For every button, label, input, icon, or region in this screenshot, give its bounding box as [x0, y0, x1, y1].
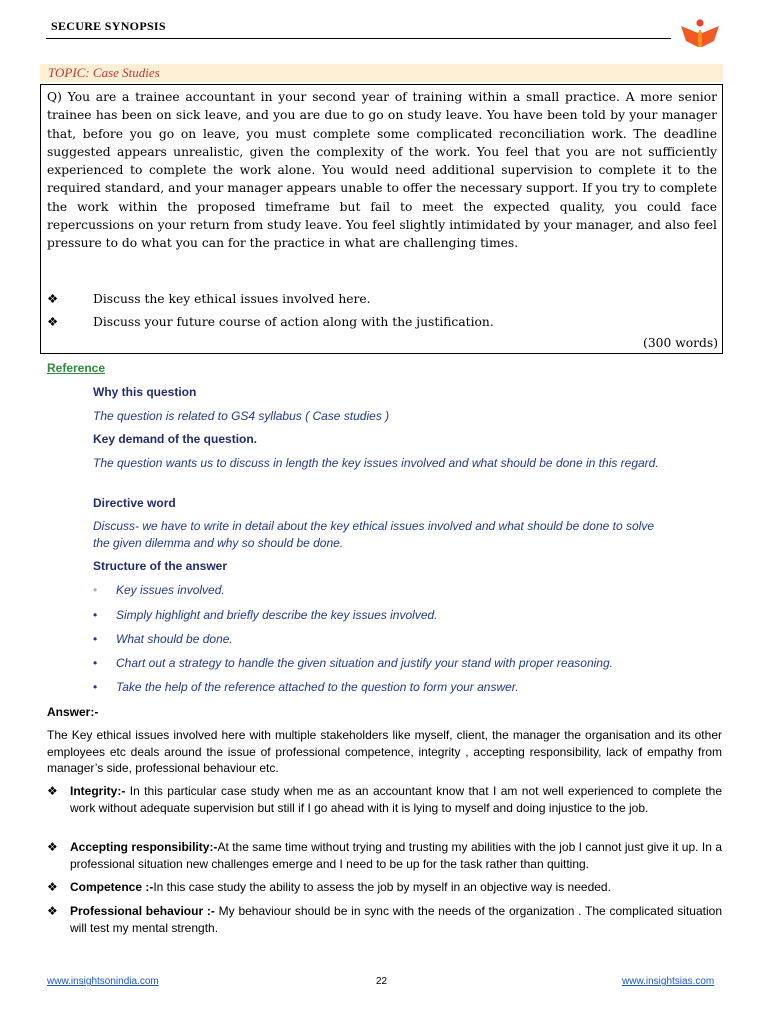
structure-bullet: • Chart out a strategy to handle the given situation and justify your stand with proper reasoning.: [93, 656, 613, 670]
directive-heading: Directive word: [93, 496, 176, 510]
answer-point-term: Professional behaviour :-: [70, 904, 215, 918]
why-text: The question is related to GS4 syllabus ( Case studies ): [93, 409, 390, 423]
answer-point-text: At the same time without trying and trusting my abilities with the job I cannot just give it up. In a professional situation new challenges emerge and I need to be up for the task rather than quitting.: [70, 840, 722, 871]
structure-bullet: • Simply highlight and briefly describe the key issues involved.: [93, 608, 438, 622]
answer-heading: Answer:-: [47, 705, 99, 719]
question-bullet: ❖ Discuss the key ethical issues involved here.: [47, 290, 717, 308]
structure-bullet: • Take the help of the reference attached to the question to form your answer.: [93, 680, 519, 694]
answer-point-text: In this particular case study when me as an accountant know that I am not well experienced to complete the work without adequate supervision but still if I go ahead with it is lying to myself and doing injustice to the job.: [70, 784, 722, 815]
topic-label: TOPIC: Case Studies: [48, 65, 160, 80]
directive-text: Discuss- we have to write in detail about the key ethical issues involved and what should be done to solve the given dilemma and why so should be done.: [93, 519, 654, 550]
header-title: SECURE SYNOPSIS: [51, 19, 166, 33]
answer-point-text: My behaviour should be in sync with the needs of the organization . The complicated situation will test my mental strength.: [70, 904, 722, 935]
word-limit: (300 words): [643, 336, 718, 350]
page-number: 22: [376, 976, 388, 987]
answer-point: [47, 783, 722, 816]
question-box: [40, 84, 723, 354]
answer-point: [47, 879, 722, 896]
diamond-bullet-icon: ❖: [47, 904, 58, 918]
reference-link[interactable]: Reference: [47, 361, 106, 375]
answer-point-term: Integrity:-: [70, 784, 126, 798]
demand-heading: Key demand of the question.: [93, 432, 258, 446]
diamond-bullet-icon: ❖: [47, 292, 59, 306]
why-heading: Why this question: [93, 385, 197, 399]
page-header: [46, 16, 671, 39]
answer-point-text: In this case study the ability to assess the job by myself in an objective way is needed.: [153, 880, 611, 894]
answer-point: [47, 839, 722, 872]
topic-banner: [40, 64, 723, 82]
diamond-bullet-icon: ❖: [47, 840, 58, 854]
diamond-bullet-icon: ❖: [47, 880, 58, 894]
structure-bullet: • Key issues involved.: [93, 583, 225, 597]
demand-text: The question wants us to discuss in length the key issues involved and what should be done in this regard.: [93, 456, 659, 470]
diamond-bullet-icon: ❖: [47, 784, 58, 798]
structure-bullet: • What should be done.: [93, 632, 233, 646]
answer-point-term: Accepting responsibility:-: [70, 840, 218, 854]
footer-link-insightsonindia[interactable]: www.insightsonindia.com: [47, 976, 159, 987]
diamond-bullet-icon: ❖: [47, 315, 59, 329]
answer-point: [47, 903, 722, 936]
answer-point-term: Competence :-: [70, 880, 154, 894]
question-bullet: ❖ Discuss your future course of action along with the justification.: [47, 313, 717, 331]
answer-intro: The Key ethical issues involved here with multiple stakeholders like myself, client, the manager the organisation and its other employees etc deals around the issue of professional competence, integrity , accepting responsibility, lack of empathy from manager’s side, professional behaviour etc.: [47, 728, 722, 775]
footer-link-insightsias[interactable]: www.insightsias.com: [622, 976, 715, 987]
structure-heading: Structure of the answer: [93, 559, 228, 573]
insights-logo-icon: [678, 18, 722, 48]
question-text: Q) You are a trainee accountant in your second year of training within a small practice. A more senior trainee has been on sick leave, and you are due to go on study leave. You have been told by your manager that, before you go on leave, you must complete some complicated reconciliation work. The deadline suggested appears unrealistic, given the complexity of the work. You feel that you are not sufficiently experienced to complete the work alone. You would need additional supervision to complete it to the required standard, and your manager appears unable to offer the necessary support. If you try to complete the work within the proposed timeframe but fail to meet the expected quality, you could face repercussions on your return from study leave. You feel slightly intimidated by your manager, and also feel pressure to do what you can for the practice in what are challenging times.: [47, 90, 717, 251]
